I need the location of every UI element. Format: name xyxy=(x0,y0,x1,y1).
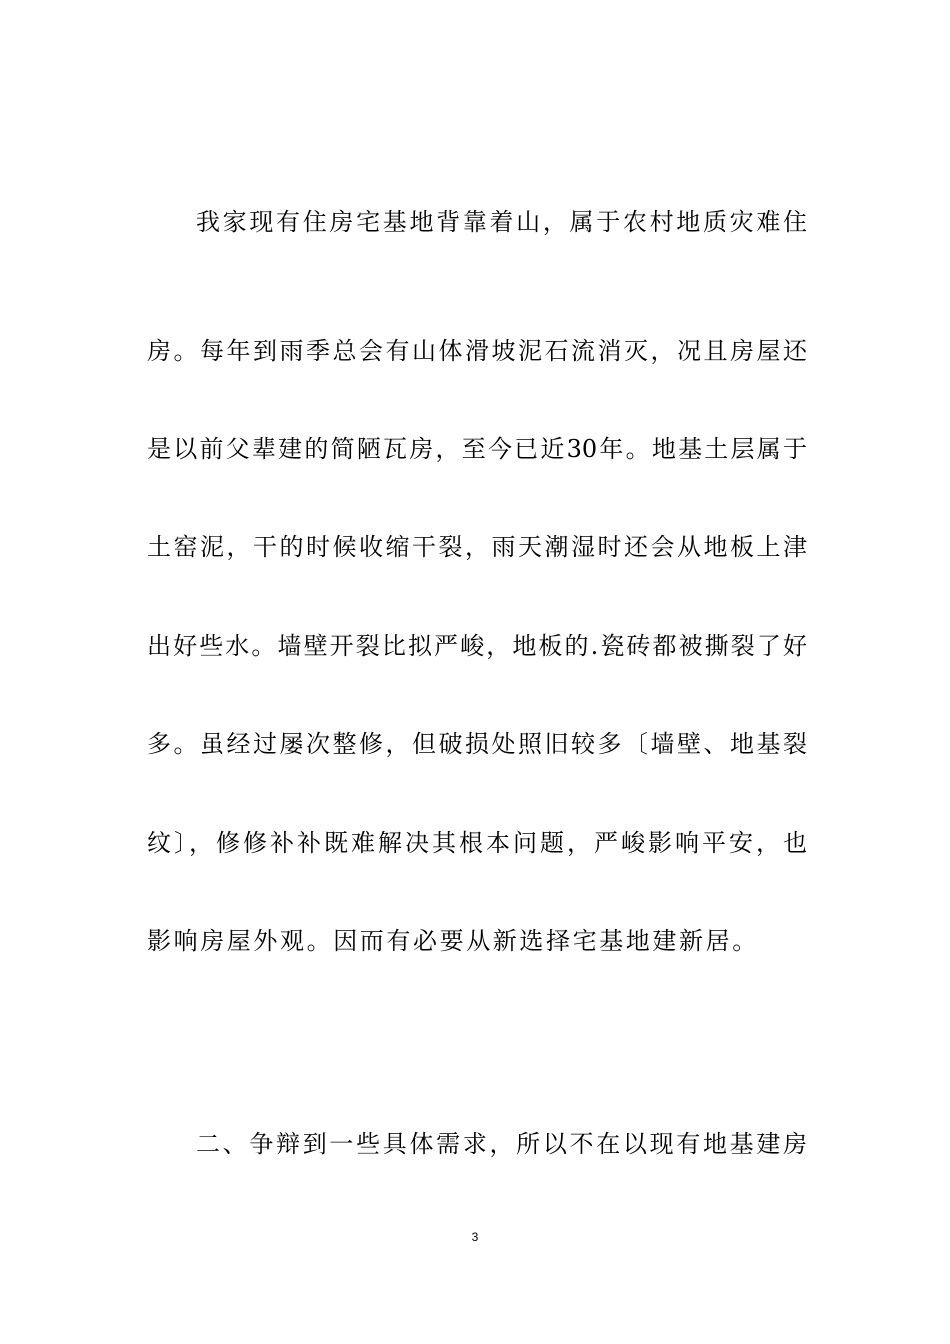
paragraph-1-line-8: 影响房屋外观。因而有必要从新选择宅基地建新居。 xyxy=(147,927,759,955)
paragraph-1-line-1: 我家现有住房宅基地背靠着山，属于农村地质灾难住 xyxy=(196,208,807,236)
paragraph-1-line-6: 多。虽经过屡次整修，但破损处照旧较多〔墙壁、地基裂 xyxy=(147,730,807,758)
paragraph-1-line-5: 出好些水。墙壁开裂比拟严峻，地板的.瓷砖都被撕裂了好 xyxy=(147,632,807,660)
paragraph-1-line-3: 是以前父辈建的简陋瓦房，至今已近30年。地基土层属于 xyxy=(147,435,807,463)
page-number: 3 xyxy=(471,1230,479,1244)
paragraph-1-line-4: 土窑泥，干的时候收缩干裂，雨天潮湿时还会从地板上津 xyxy=(147,533,807,561)
paragraph-1-line-7: 纹〕，修修补补既难解决其根本问题，严峻影响平安，也 xyxy=(147,829,807,857)
paragraph-2-line-1: 二、争辩到一些具体需求，所以不在以现有地基建房 xyxy=(196,1130,807,1158)
paragraph-1-line-2: 房。每年到雨季总会有山体滑坡泥石流消灭，况且房屋还 xyxy=(147,337,807,365)
